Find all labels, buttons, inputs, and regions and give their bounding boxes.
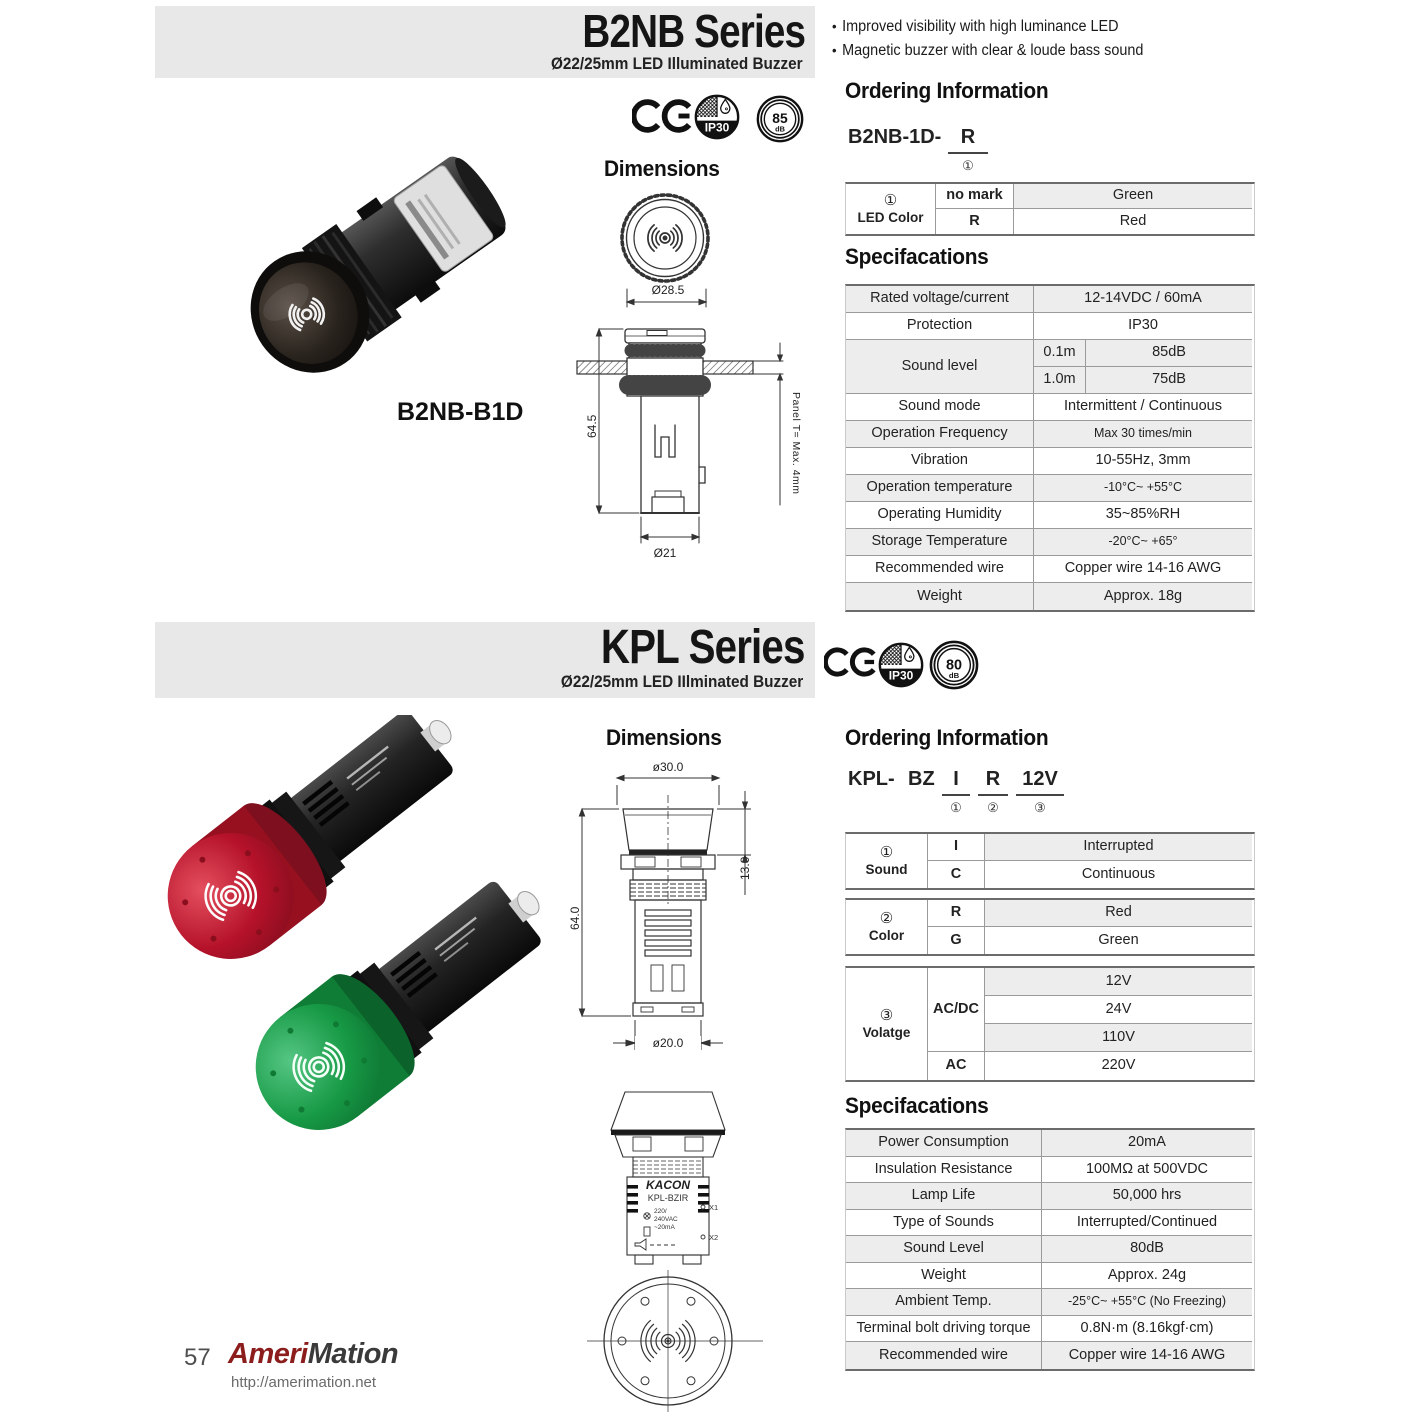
b2nb-dimensions-heading: Dimensions (604, 156, 720, 181)
sound-header-cell: ① Sound (846, 834, 928, 888)
b2nb-order-code-prefix: B2NB-1D- (848, 126, 942, 148)
spec-label: Sound level (846, 340, 1034, 394)
kpl-dim-thread-dia: ø20.0 (635, 1036, 701, 1050)
spec-value: -25°C~ +55°C (No Freezing) (1042, 1289, 1252, 1316)
b2nb-panel-note: Panel T= Max. 4mm (790, 392, 802, 495)
color-code-cell: R (928, 900, 985, 927)
b2nb-subtitle: Ø22/25mm LED Illuminated Buzzer (551, 54, 803, 73)
spec-label: Weight (846, 1263, 1042, 1290)
led-code-cell: no mark (936, 184, 1014, 209)
spec-value: Copper wire 14-16 AWG (1042, 1342, 1252, 1369)
kpl-dim-height: 64.0 (568, 906, 582, 930)
svg-text:IP30: IP30 (704, 120, 730, 135)
voltage-value-cell: 12V (985, 968, 1252, 996)
b2nb-feature-1: • Improved visibility with high luminance LED (832, 18, 1119, 35)
page-number: 57 (184, 1344, 211, 1371)
svg-text:dB: dB (775, 124, 785, 134)
b2nb-ordering-heading: Ordering Information (845, 78, 1049, 103)
spec-value: IP30 (1034, 313, 1252, 340)
spec-label: Operation Frequency (846, 421, 1034, 448)
spec-label: Insulation Resistance (846, 1157, 1042, 1184)
led-value-cell: Red (1119, 212, 1147, 229)
spec-value: 10-55Hz, 3mm (1034, 448, 1252, 475)
b2nb-banner (155, 6, 815, 78)
spec-subvalue: 85dB (1086, 340, 1252, 367)
b2nb-dimension-drawing (555, 185, 805, 585)
sound-code-cell: C (928, 861, 985, 888)
kpl-order-code-o3: 12V (1016, 768, 1064, 796)
spec-label: Sound mode (846, 394, 1034, 421)
kpl-ordering-heading: Ordering Information (845, 725, 1049, 750)
b2nb-specs-heading: Specifacations (845, 244, 989, 269)
kpl-order-code-base: BZ (908, 768, 935, 790)
spec-value: Approx. 18g (1034, 583, 1252, 610)
b2nb-order-code-option: R (948, 126, 988, 154)
color-code-cell: G (928, 927, 985, 954)
b2nb-order-marker: ① (962, 158, 974, 173)
svg-text:85: 85 (772, 110, 788, 127)
model-label: KPL-BZIR (647, 1193, 689, 1203)
svg-text:IP30: IP30 (888, 668, 914, 683)
kpl-order-code-o1: I (942, 768, 970, 796)
bullet-icon: • (832, 42, 837, 58)
spec-value: Interrupted/Continued (1042, 1210, 1252, 1237)
ip30-badge-icon (694, 94, 740, 140)
bullet-icon: • (832, 18, 837, 34)
db80-badge-icon (929, 640, 979, 690)
voltage-value-cell: 110V (985, 1024, 1252, 1052)
ce-mark-icon (632, 98, 694, 134)
spec-label: Lamp Life (846, 1183, 1042, 1210)
svg-text:X2: X2 (709, 1233, 719, 1242)
kpl-order-marker-1: ① (950, 800, 962, 815)
b2nb-led-color-table (845, 182, 1255, 236)
color-value-cell: Green (1098, 931, 1139, 948)
kpl-dim-head-height: 13.0 (738, 856, 752, 880)
spec-label: Operating Humidity (846, 502, 1034, 529)
spec-label: Type of Sounds (846, 1210, 1042, 1237)
kpl-sound-table (845, 832, 1255, 890)
b2nb-feature-2: • Magnetic buzzer with clear & loude bass sound (832, 42, 1144, 59)
kpl-dimension-drawing-side (575, 1085, 795, 1270)
spec-value: Max 30 times/min (1034, 421, 1252, 448)
kpl-specs-heading: Specifacations (845, 1093, 989, 1118)
spec-value: 80dB (1042, 1236, 1252, 1263)
ce-mark-icon (824, 646, 878, 678)
led-value-cell: Green (1014, 184, 1252, 209)
ip30-badge-icon (878, 642, 924, 688)
b2nb-photo-caption: B2NB-B1D (397, 398, 524, 426)
spec-value: 12-14VDC / 60mA (1034, 286, 1252, 313)
b2nb-dim-bottom-dia: Ø21 (653, 546, 677, 560)
kacon-logo: KACON (646, 1178, 690, 1192)
kpl-color-table (845, 898, 1255, 956)
kpl-subtitle: Ø22/25mm LED IIlminated Buzzer (560, 672, 803, 691)
spec-label: Recommended wire (846, 556, 1034, 583)
color-value-cell: Red (985, 900, 1252, 927)
spec-label: Power Consumption (846, 1130, 1042, 1157)
voltage-code-cell: AC (928, 1052, 985, 1080)
b2nb-product-photo (200, 150, 530, 420)
spec-subkey: 0.1m (1034, 340, 1086, 367)
sound-value-cell: Interrupted (985, 834, 1252, 861)
spec-value: -10°C~ +55°C (1034, 475, 1252, 502)
sound-code-cell: I (928, 834, 985, 861)
spec-label: Vibration (846, 448, 1034, 475)
db85-badge-icon (756, 95, 804, 143)
kpl-order-marker-3: ③ (1034, 800, 1046, 815)
voltage-header-cell: ③ Volatge (846, 968, 928, 1080)
led-color-header-cell: ① LED Color (846, 184, 936, 234)
spec-label: Terminal bolt driving torque (846, 1316, 1042, 1343)
svg-text:X1: X1 (709, 1203, 719, 1212)
b2nb-title: B2NB Series (582, 5, 805, 57)
spec-value: 20mA (1042, 1130, 1252, 1157)
spec-value: Intermittent / Continuous (1034, 394, 1252, 421)
kpl-order-code-prefix: KPL- (848, 768, 895, 790)
voltage-value-cell: 24V (985, 996, 1252, 1024)
kpl-order-code-o2: R (978, 768, 1008, 796)
kpl-dimension-drawing-bottom (585, 1268, 765, 1414)
spec-value: 50,000 hrs (1042, 1183, 1252, 1210)
kpl-order-marker-2: ② (987, 800, 999, 815)
spec-label: Operation temperature (846, 475, 1034, 502)
svg-text:240VAC: 240VAC (654, 1216, 678, 1223)
kpl-voltage-table (845, 966, 1255, 1082)
voltage-code-cell: AC/DC (928, 968, 985, 1052)
led-code-cell: R (936, 209, 1014, 234)
spec-subkey: 1.0m (1034, 367, 1086, 394)
svg-text:dB: dB (948, 670, 960, 680)
kpl-specs-table (845, 1128, 1255, 1371)
spec-value: Approx. 24g (1042, 1263, 1252, 1290)
svg-text:~20mA: ~20mA (654, 1224, 675, 1231)
voltage-value-cell: 220V (1101, 1057, 1136, 1074)
website-url: http://amerimation.net (231, 1374, 377, 1391)
svg-text:220/: 220/ (654, 1208, 667, 1215)
spec-label: Protection (846, 313, 1034, 340)
svg-text:80: 80 (945, 657, 963, 674)
kpl-product-photos (150, 715, 580, 1145)
spec-label: Recommended wire (846, 1342, 1042, 1369)
spec-value: Copper wire 14-16 AWG (1034, 556, 1252, 583)
spec-value: 100MΩ at 500VDC (1042, 1157, 1252, 1184)
sound-value-cell: Continuous (1081, 865, 1156, 882)
spec-value: 0.8N·m (8.16kgf·cm) (1042, 1316, 1252, 1343)
b2nb-dim-top-dia: Ø28.5 (651, 283, 685, 297)
spec-label: Rated voltage/current (846, 286, 1034, 313)
kpl-banner (155, 622, 815, 698)
kpl-dim-top-dia: ø30.0 (652, 760, 684, 774)
b2nb-dim-height: 64.5 (585, 414, 599, 438)
spec-label: Storage Temperature (846, 529, 1034, 556)
spec-value: 35~85%RH (1034, 502, 1252, 529)
spec-label: Sound Level (846, 1236, 1042, 1263)
spec-label: Ambient Temp. (846, 1289, 1042, 1316)
b2nb-specs-table (845, 284, 1255, 612)
spec-value: -20°C~ +65° (1034, 529, 1252, 556)
spec-label: Weight (846, 583, 1034, 610)
spec-subvalue: 75dB (1086, 367, 1252, 394)
kpl-dimension-drawing-front (555, 755, 815, 1065)
kpl-dimensions-heading: Dimensions (606, 725, 722, 750)
color-header-cell: ② Color (846, 900, 928, 954)
kpl-title: KPL Series (601, 621, 805, 674)
amerimation-logo: AmeriMation (228, 1338, 399, 1370)
